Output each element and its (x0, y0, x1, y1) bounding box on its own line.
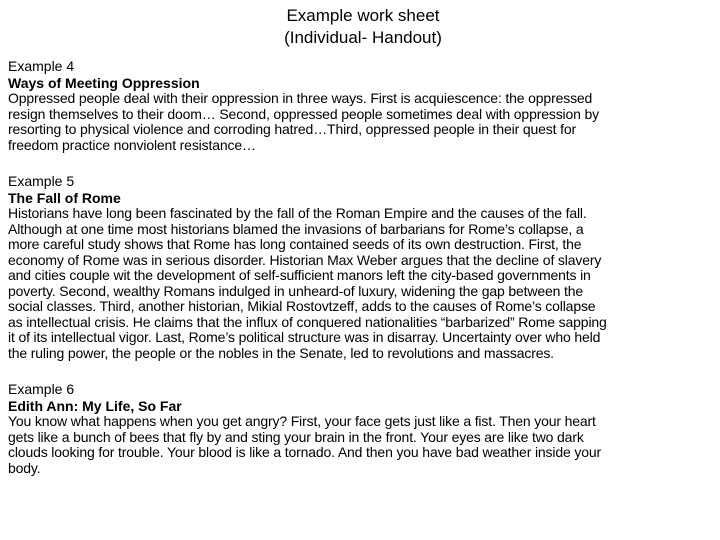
body-line: clouds looking for trouble. Your blood is like a tornado. And then you have bad weather inside your (8, 444, 602, 460)
example-label: Example 4 (8, 58, 75, 74)
body-line: social classes. Third, another historian, Mikial Rostovtzeff, adds to the causes of Rome’s collapse (8, 298, 596, 314)
body-line: poverty. Second, wealthy Romans indulged in unheard-of luxury, widening the gap between the (8, 282, 583, 299)
body-line: and cities couple wit the development of self-sufficient manors left the city-based governments in (8, 267, 591, 283)
body-line: more careful study shows that Rome has long contained seeds of its own destruction. First, the (8, 236, 582, 252)
body-line: as intellectual crisis. He claims that the influx of conquered nationalities “barbarized” Rome sapping (8, 313, 607, 330)
example-6 (8, 381, 714, 476)
body-line: body. (8, 459, 41, 476)
body-line: gets like a bunch of bees that fly by and sting your brain in the front. Your eyes are like two dark (8, 428, 584, 445)
example-label: Example 5 (8, 173, 75, 189)
body-line: Although at one time most historians blamed the invasions of barbarians for Rome’s collapse, a (8, 220, 584, 237)
body-line: resorting to physical violence and corroding hatred…Third, oppressed people in their quest for (8, 121, 577, 137)
example-label: Example 6 (8, 381, 75, 397)
worksheet-title (0, 5, 720, 49)
body-line: it of its intellectual vigor. Last, Rome’s political structure was in disarray. Uncertainty over who held (8, 329, 601, 345)
example-heading: The Fall of Rome (8, 189, 121, 206)
example-heading: Ways of Meeting Oppression (8, 74, 200, 91)
example-body (8, 91, 714, 153)
body-line: freedom practice nonviolent resistance… (8, 136, 256, 153)
example-5 (8, 173, 714, 361)
title-line-1: Example work sheet (286, 6, 440, 25)
example-body (8, 206, 714, 361)
examples-list (8, 58, 714, 496)
body-line: resign themselves to their doom… Second, oppressed people sometimes deal with oppression by (8, 105, 600, 122)
body-line: the ruling power, the people or the nobles in the Senate, led to revolutions and massacres. (8, 344, 554, 361)
example-heading: Edith Ann: My Life, So Far (8, 397, 182, 414)
example-body (8, 414, 714, 476)
example-4 (8, 58, 714, 153)
body-line: Historians have long been fascinated by the fall of the Roman Empire and the causes of the fall. (8, 205, 587, 221)
title-line-2: (Individual- Handout) (284, 28, 442, 47)
body-line: Oppressed people deal with their oppression in three ways. First is acquiescence: the oppressed (8, 90, 593, 106)
body-line: economy of Rome was in serious disorder. Historian Max Weber argues that the decline of slavery (8, 251, 602, 268)
body-line: You know what happens when you get angry? First, your face gets just like a fist. Then your heart (8, 413, 596, 429)
